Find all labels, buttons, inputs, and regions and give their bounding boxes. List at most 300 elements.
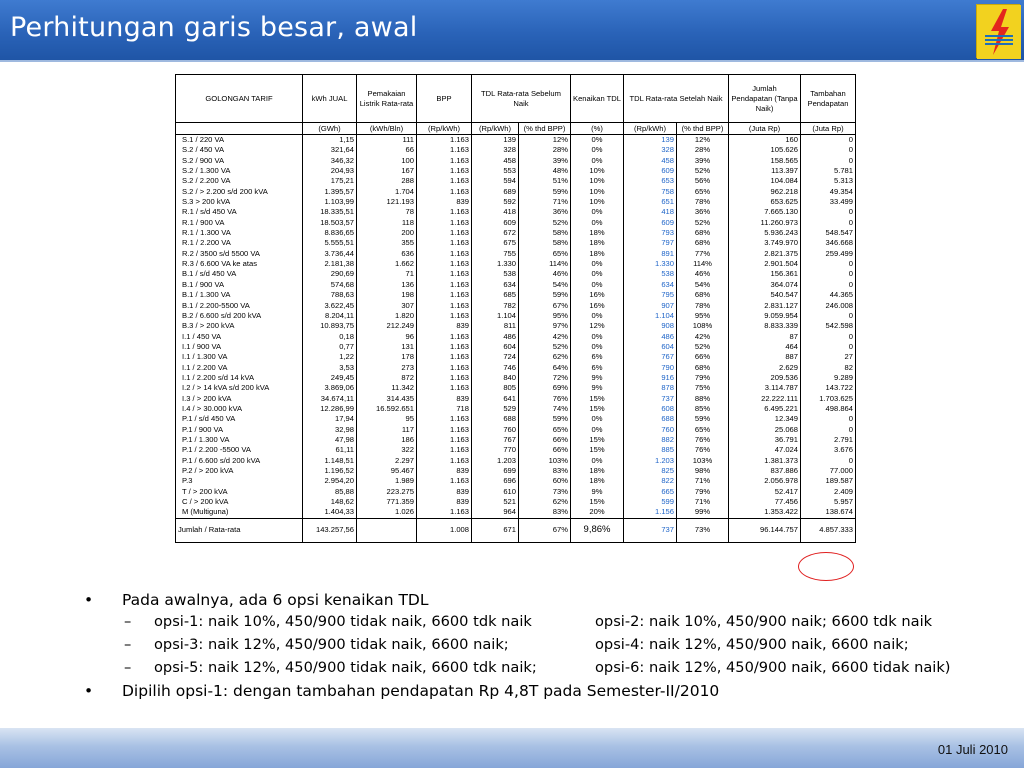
- table-cell: 111: [357, 135, 417, 145]
- table-row: [176, 466, 856, 476]
- table-cell: 12%: [677, 135, 729, 145]
- bullet-text: Pada awalnya, ada 6 opsi kenaikan TDL: [122, 591, 429, 609]
- table-row: [176, 352, 856, 362]
- table-cell: 59%: [519, 290, 571, 300]
- table-cell: 77.456: [729, 497, 801, 507]
- table-cell: 0%: [571, 135, 624, 145]
- table-cell: 672: [472, 228, 519, 238]
- table-cell: 1.103,99: [303, 197, 357, 207]
- table-cell: 3.749.970: [729, 238, 801, 248]
- table-cell: 3.869,06: [303, 383, 357, 393]
- table-cell: 96: [357, 332, 417, 342]
- table-cell: 0,18: [303, 332, 357, 342]
- table-cell: 18.503,57: [303, 218, 357, 228]
- table-cell: 136: [357, 280, 417, 290]
- header-kenaikan-tdl: Kenaikan TDL: [571, 75, 624, 123]
- table-cell: 2.056.978: [729, 476, 801, 486]
- table-cell: 20%: [571, 507, 624, 518]
- table-cell: 770: [472, 445, 519, 455]
- table-cell: 771.359: [357, 497, 417, 507]
- table-cell: 6%: [571, 363, 624, 373]
- table-cell: 71%: [519, 197, 571, 207]
- tariff-class-cell: R.1 / 2.200 VA: [176, 238, 303, 248]
- table-cell: 540.547: [729, 290, 801, 300]
- table-cell: 1.395,57: [303, 187, 357, 197]
- unit-cell: (%): [571, 123, 624, 135]
- table-cell: 2.791: [801, 435, 856, 445]
- table-cell: 22.222.111: [729, 394, 801, 404]
- table-cell: 46%: [677, 269, 729, 279]
- bullet-item: [84, 682, 1014, 704]
- table-row: [176, 187, 856, 197]
- table-cell: 0: [801, 311, 856, 321]
- table-cell: 68%: [677, 290, 729, 300]
- sub-bullet-item: [84, 613, 1014, 636]
- table-cell: 878: [624, 383, 677, 393]
- tariff-class-cell: P.1 / 6.600 s/d 200 kVA: [176, 456, 303, 466]
- table-cell: 1.989: [357, 476, 417, 486]
- header-kwh-jual: kWh JUAL: [303, 75, 357, 123]
- table-cell: 542.598: [801, 321, 856, 331]
- bullet-dot-icon: •: [84, 591, 94, 609]
- tariff-class-cell: S.2 / 450 VA: [176, 145, 303, 155]
- table-row: [176, 176, 856, 186]
- table-cell: 47.024: [729, 445, 801, 455]
- table-cell: 0%: [571, 332, 624, 342]
- table-cell: 103%: [519, 456, 571, 466]
- table-row: [176, 414, 856, 424]
- table-cell: 85%: [677, 404, 729, 414]
- table-cell: 66%: [677, 352, 729, 362]
- table-row: [176, 218, 856, 228]
- table-cell: 1.353.422: [729, 507, 801, 518]
- table-cell: 65%: [519, 249, 571, 259]
- table-row: [176, 497, 856, 507]
- tariff-class-cell: P.3: [176, 476, 303, 486]
- table-cell: 17,94: [303, 414, 357, 424]
- table-cell: 61,11: [303, 445, 357, 455]
- table-cell: 322: [357, 445, 417, 455]
- table-cell: 1.163: [417, 249, 472, 259]
- table-cell: 18%: [571, 228, 624, 238]
- table-cell: 68%: [677, 228, 729, 238]
- unit-cell: (Rp/kWh): [417, 123, 472, 135]
- table-cell: 2.181,38: [303, 259, 357, 269]
- table-cell: 98%: [677, 466, 729, 476]
- table-cell: 100: [357, 156, 417, 166]
- table-row: [176, 445, 856, 455]
- dash-icon: –: [124, 636, 132, 653]
- total-cell: 143.257,56: [303, 518, 357, 542]
- table-cell: 839: [417, 197, 472, 207]
- tariff-class-cell: C / > 200 kVA: [176, 497, 303, 507]
- table-row: [176, 197, 856, 207]
- table-cell: 538: [624, 269, 677, 279]
- table-cell: 48%: [519, 166, 571, 176]
- tariff-class-cell: I.4 / > 30.000 kVA: [176, 404, 303, 414]
- table-cell: 887: [729, 352, 801, 362]
- table-cell: 7.665.130: [729, 207, 801, 217]
- table-cell: 99%: [677, 507, 729, 518]
- tariff-class-cell: I.1 / 2.200 VA: [176, 363, 303, 373]
- table-cell: 65%: [519, 425, 571, 435]
- table-cell: 0: [801, 425, 856, 435]
- tariff-class-cell: B.1 / 1.300 VA: [176, 290, 303, 300]
- unit-empty: [176, 123, 303, 135]
- table-cell: 0%: [571, 145, 624, 155]
- table-cell: 1.163: [417, 280, 472, 290]
- table-cell: 87: [729, 332, 801, 342]
- table-cell: 28%: [519, 145, 571, 155]
- table-cell: 458: [624, 156, 677, 166]
- total-cell: 9,86%: [571, 518, 624, 542]
- table-cell: 32,98: [303, 425, 357, 435]
- table-cell: 78%: [677, 301, 729, 311]
- total-cell: 737: [624, 518, 677, 542]
- table-cell: 131: [357, 342, 417, 352]
- table-cell: 189.587: [801, 476, 856, 486]
- table-row: [176, 373, 856, 383]
- table-cell: 88%: [677, 394, 729, 404]
- table-cell: 604: [624, 342, 677, 352]
- table-cell: 27: [801, 352, 856, 362]
- table-cell: 1.330: [624, 259, 677, 269]
- header-jumlah-pendapatan: Jumlah Pendapatan (Tanpa Naik): [729, 75, 801, 123]
- table-row: [176, 383, 856, 393]
- table-cell: 67%: [519, 301, 571, 311]
- table-cell: 200: [357, 228, 417, 238]
- table-cell: 3,53: [303, 363, 357, 373]
- table-cell: 8.833.339: [729, 321, 801, 331]
- slide-title: Perhitungan garis besar, awal: [10, 12, 418, 43]
- table-cell: 0: [801, 218, 856, 228]
- table-row: [176, 435, 856, 445]
- table-row: [176, 342, 856, 352]
- option-text: opsi-6: naik 12%, 450/900 naik, 6600 tidak naik): [595, 659, 951, 676]
- table-row: [176, 269, 856, 279]
- table-cell: 872: [357, 373, 417, 383]
- header-bpp: BPP: [417, 75, 472, 123]
- unit-cell: (Rp/kWh): [624, 123, 677, 135]
- table-cell: 178: [357, 352, 417, 362]
- table-cell: 54%: [677, 280, 729, 290]
- tariff-class-cell: B.1 / s/d 450 VA: [176, 269, 303, 279]
- unit-cell: (Rp/kWh): [472, 123, 519, 135]
- tariff-class-cell: R.1 / 900 VA: [176, 218, 303, 228]
- table-cell: 1.820: [357, 311, 417, 321]
- table-row: [176, 228, 856, 238]
- tariff-class-cell: P.1 / s/d 450 VA: [176, 414, 303, 424]
- table-cell: 314.435: [357, 394, 417, 404]
- table-cell: 139: [472, 135, 519, 145]
- table-cell: 73%: [519, 487, 571, 497]
- table-cell: 12%: [519, 135, 571, 145]
- table-cell: 758: [624, 187, 677, 197]
- table-cell: 9%: [571, 373, 624, 383]
- table-cell: 797: [624, 238, 677, 248]
- table-cell: 737: [624, 394, 677, 404]
- table-cell: 15%: [571, 497, 624, 507]
- unit-cell: (% thd BPP): [677, 123, 729, 135]
- total-cell: 73%: [677, 518, 729, 542]
- tariff-class-cell: P.1 / 1.300 VA: [176, 435, 303, 445]
- table-cell: 3.114.787: [729, 383, 801, 393]
- table-cell: 12%: [571, 321, 624, 331]
- table-cell: 916: [624, 373, 677, 383]
- table-cell: 0%: [571, 414, 624, 424]
- table-row: [176, 166, 856, 176]
- table-cell: 47,98: [303, 435, 357, 445]
- table-cell: 121.193: [357, 197, 417, 207]
- table-cell: 418: [624, 207, 677, 217]
- table-cell: 594: [472, 176, 519, 186]
- table-cell: 755: [472, 249, 519, 259]
- option-text: opsi-4: naik 12%, 450/900 naik, 6600 naik;: [595, 636, 909, 653]
- table-cell: 839: [417, 487, 472, 497]
- table-row: [176, 145, 856, 155]
- pln-lightning-logo-icon: [976, 4, 1020, 58]
- table-cell: 0%: [571, 425, 624, 435]
- table-row: [176, 280, 856, 290]
- table-cell: 1.163: [417, 311, 472, 321]
- table-cell: 103%: [677, 456, 729, 466]
- table-cell: 28%: [677, 145, 729, 155]
- table-cell: 418: [472, 207, 519, 217]
- table-cell: 75%: [677, 383, 729, 393]
- total-cell: 1.008: [417, 518, 472, 542]
- tariff-table-body: [176, 135, 856, 519]
- table-cell: 1.163: [417, 476, 472, 486]
- option-text: opsi-1: naik 10%, 450/900 tidak naik, 6600 tdk naik: [154, 613, 532, 630]
- table-cell: 52%: [677, 342, 729, 352]
- table-cell: 1.163: [417, 425, 472, 435]
- table-cell: 0%: [571, 269, 624, 279]
- table-cell: 839: [417, 321, 472, 331]
- table-cell: 65%: [677, 187, 729, 197]
- tariff-class-cell: I.1 / 1.300 VA: [176, 352, 303, 362]
- table-cell: 259.499: [801, 249, 856, 259]
- table-cell: 42%: [519, 332, 571, 342]
- table-cell: 839: [417, 394, 472, 404]
- table-cell: 158.565: [729, 156, 801, 166]
- table-cell: 36%: [677, 207, 729, 217]
- table-cell: 1.163: [417, 269, 472, 279]
- table-cell: 77%: [677, 249, 729, 259]
- footer-bar: [0, 728, 1024, 768]
- table-cell: 636: [357, 249, 417, 259]
- table-cell: 1.662: [357, 259, 417, 269]
- table-cell: 175,21: [303, 176, 357, 186]
- table-cell: 822: [624, 476, 677, 486]
- option-text: opsi-5: naik 12%, 450/900 tidak naik, 6600 tdk naik;: [154, 659, 537, 676]
- table-cell: 33.499: [801, 197, 856, 207]
- table-cell: 79%: [677, 487, 729, 497]
- table-cell: 288: [357, 176, 417, 186]
- table-cell: 1.148,51: [303, 456, 357, 466]
- bullet-dot-icon: •: [84, 682, 94, 700]
- table-row: [176, 476, 856, 486]
- tariff-class-cell: S.2 / 2.200 VA: [176, 176, 303, 186]
- table-cell: 5.936.243: [729, 228, 801, 238]
- table-cell: 167: [357, 166, 417, 176]
- table-cell: 1.404,33: [303, 507, 357, 518]
- table-cell: 68%: [677, 363, 729, 373]
- table-cell: 8.836,65: [303, 228, 357, 238]
- footer-date: 01 Juli 2010: [937, 742, 1008, 757]
- table-cell: 2.409: [801, 487, 856, 497]
- table-cell: 0%: [571, 259, 624, 269]
- table-cell: 62%: [519, 497, 571, 507]
- table-cell: 1.196,52: [303, 466, 357, 476]
- header-golongan-tarif: GOLONGAN TARIF: [176, 75, 303, 123]
- table-cell: 964: [472, 507, 519, 518]
- table-cell: 685: [472, 290, 519, 300]
- table-cell: 78%: [677, 197, 729, 207]
- table-cell: 85,88: [303, 487, 357, 497]
- table-cell: 498.864: [801, 404, 856, 414]
- table-cell: 52%: [677, 218, 729, 228]
- table-cell: 5.781: [801, 166, 856, 176]
- table-cell: 321,64: [303, 145, 357, 155]
- table-cell: 18%: [571, 476, 624, 486]
- table-cell: 160: [729, 135, 801, 145]
- tariff-class-cell: I.1 / 900 VA: [176, 342, 303, 352]
- table-cell: 83%: [519, 466, 571, 476]
- table-cell: 66%: [519, 435, 571, 445]
- tariff-class-cell: R.1 / s/d 450 VA: [176, 207, 303, 217]
- bullet-list: [84, 591, 1014, 704]
- tariff-class-cell: S.2 / > 2.200 s/d 200 kVA: [176, 187, 303, 197]
- table-cell: 0: [801, 332, 856, 342]
- table-cell: 0: [801, 280, 856, 290]
- table-cell: 25.068: [729, 425, 801, 435]
- table-cell: 767: [624, 352, 677, 362]
- table-cell: 68%: [677, 238, 729, 248]
- table-cell: 77.000: [801, 466, 856, 476]
- option-text: opsi-2: naik 10%, 450/900 naik; 6600 tdk naik: [595, 613, 933, 630]
- table-cell: 355: [357, 238, 417, 248]
- table-cell: 538: [472, 269, 519, 279]
- table-cell: 42%: [677, 332, 729, 342]
- tariff-class-cell: M (Multiguna): [176, 507, 303, 518]
- table-cell: 16%: [571, 301, 624, 311]
- tariff-class-cell: R.1 / 1.300 VA: [176, 228, 303, 238]
- header-pemakaian-listrik: Pemakaian Listrik Rata-rata: [357, 75, 417, 123]
- table-cell: 11.342: [357, 383, 417, 393]
- table-cell: 36%: [519, 207, 571, 217]
- table-cell: 52%: [519, 342, 571, 352]
- table-cell: 290,69: [303, 269, 357, 279]
- table-cell: 12.286,99: [303, 404, 357, 414]
- total-cell: 671: [472, 518, 519, 542]
- table-cell: 0: [801, 156, 856, 166]
- table-cell: 675: [472, 238, 519, 248]
- table-cell: 599: [624, 497, 677, 507]
- table-cell: 52%: [677, 166, 729, 176]
- total-cell: Jumlah / Rata-rata: [176, 518, 303, 542]
- table-cell: 59%: [519, 414, 571, 424]
- table-cell: 0: [801, 342, 856, 352]
- table-cell: 962.218: [729, 187, 801, 197]
- tariff-class-cell: B.3 / > 200 kVA: [176, 321, 303, 331]
- table-row: [176, 249, 856, 259]
- table-cell: 486: [472, 332, 519, 342]
- table-cell: 724: [472, 352, 519, 362]
- total-cell: 67%: [519, 518, 571, 542]
- table-cell: 1.163: [417, 435, 472, 445]
- table-cell: 1.704: [357, 187, 417, 197]
- table-cell: 117: [357, 425, 417, 435]
- table-cell: 78: [357, 207, 417, 217]
- table-cell: 839: [417, 497, 472, 507]
- table-row: [176, 404, 856, 414]
- table-cell: 1.330: [472, 259, 519, 269]
- tariff-table-container: [175, 74, 855, 543]
- table-cell: 212.249: [357, 321, 417, 331]
- table-cell: 114%: [677, 259, 729, 269]
- table-cell: 5.957: [801, 497, 856, 507]
- table-cell: 113.397: [729, 166, 801, 176]
- total-row: [176, 518, 856, 542]
- table-cell: 204,93: [303, 166, 357, 176]
- tariff-class-cell: B.1 / 900 VA: [176, 280, 303, 290]
- table-cell: 608: [624, 404, 677, 414]
- table-cell: 209.536: [729, 373, 801, 383]
- table-cell: 79%: [677, 373, 729, 383]
- total-cell: 4.857.333: [801, 518, 856, 542]
- table-cell: 223.275: [357, 487, 417, 497]
- table-row: [176, 394, 856, 404]
- table-cell: 9%: [571, 383, 624, 393]
- table-cell: 1.163: [417, 218, 472, 228]
- table-cell: 0%: [571, 280, 624, 290]
- bullet-text: Dipilih opsi-1: dengan tambahan pendapatan Rp 4,8T pada Semester-II/2010: [122, 682, 720, 700]
- table-cell: 83%: [519, 507, 571, 518]
- table-cell: 74%: [519, 404, 571, 414]
- table-cell: 6.495.221: [729, 404, 801, 414]
- table-cell: 0%: [571, 218, 624, 228]
- table-cell: 18%: [571, 238, 624, 248]
- table-cell: 0: [801, 145, 856, 155]
- table-cell: 1.156: [624, 507, 677, 518]
- highlight-circle: [798, 552, 854, 581]
- table-cell: 1.163: [417, 259, 472, 269]
- unit-cell: (kWh/Bln): [357, 123, 417, 135]
- table-cell: 840: [472, 373, 519, 383]
- table-cell: 15%: [571, 394, 624, 404]
- table-cell: 0: [801, 207, 856, 217]
- table-cell: 634: [624, 280, 677, 290]
- table-cell: 696: [472, 476, 519, 486]
- table-cell: 553: [472, 166, 519, 176]
- table-cell: 16.592.651: [357, 404, 417, 414]
- table-cell: 885: [624, 445, 677, 455]
- table-cell: 71%: [677, 497, 729, 507]
- table-cell: 0: [801, 456, 856, 466]
- table-cell: 12.349: [729, 414, 801, 424]
- option-text: opsi-3: naik 12%, 450/900 tidak naik, 6600 naik;: [154, 636, 509, 653]
- table-cell: 10%: [571, 187, 624, 197]
- table-row: [176, 259, 856, 269]
- table-cell: 609: [624, 166, 677, 176]
- table-cell: 805: [472, 383, 519, 393]
- table-cell: 58%: [519, 238, 571, 248]
- table-cell: 1.163: [417, 228, 472, 238]
- table-cell: 39%: [677, 156, 729, 166]
- table-cell: 1.163: [417, 156, 472, 166]
- table-cell: 6%: [571, 352, 624, 362]
- total-cell: [357, 518, 417, 542]
